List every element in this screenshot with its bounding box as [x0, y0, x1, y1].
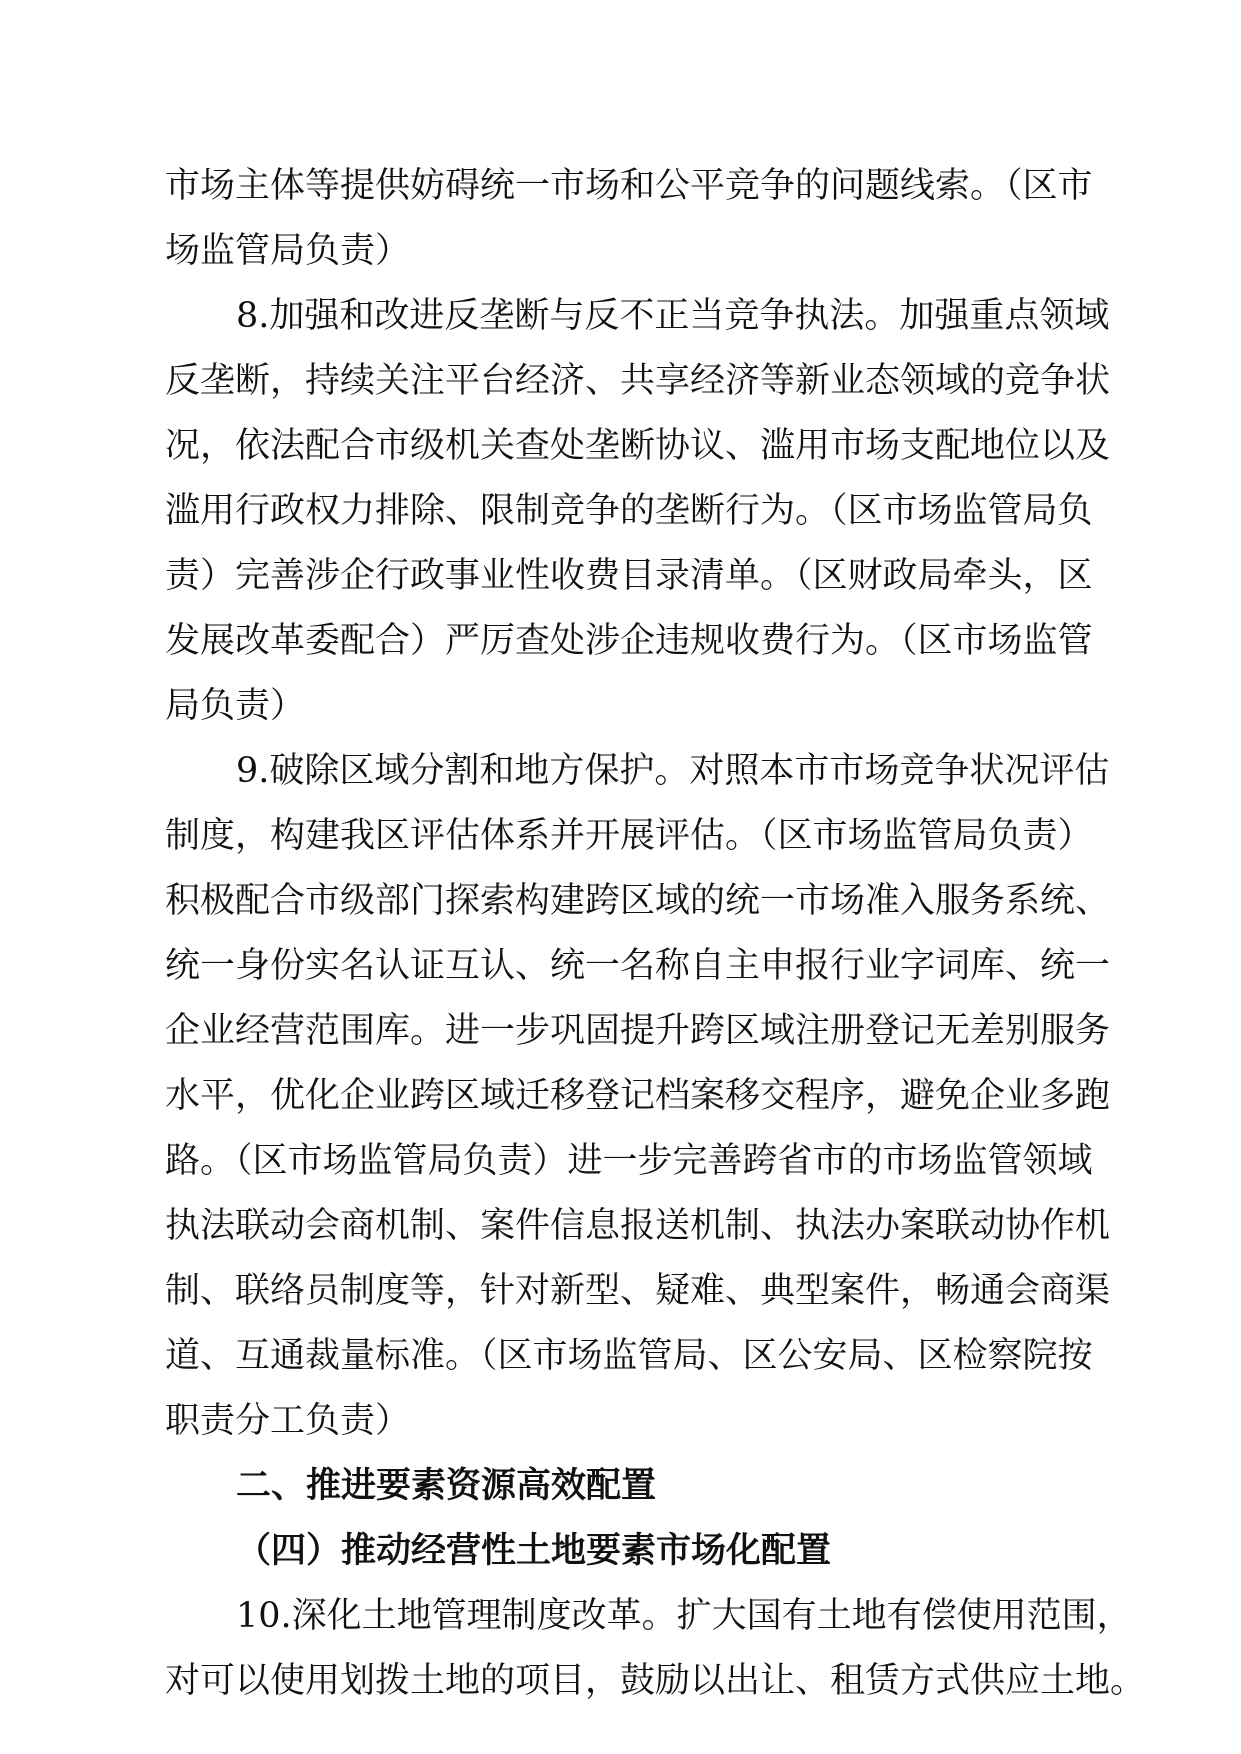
body-text-line: 市场主体等提供妨碍统一市场和公平竞争的问题线索。（区市 [165, 166, 1093, 206]
body-text-line: 路。（区市场监管局负责）进一步完善跨省市的市场监管领域 [165, 1141, 1093, 1181]
body-text-line: 道、互通裁量标准。（区市场监管局、区公安局、区检察院按 [165, 1336, 1093, 1376]
body-text-line: 水平，优化企业跨区域迁移登记档案移交程序，避免企业多跑 [165, 1076, 1111, 1116]
body-text-line: 责）完善涉企行政事业性收费目录清单。（区财政局牵头，区 [165, 556, 1093, 596]
body-text-line: 场监管局负责） [165, 231, 411, 271]
body-text-line: 局负责） [165, 686, 306, 726]
body-text-line: 况，依法配合市级机关查处垄断协议、滥用市场支配地位以及 [165, 426, 1111, 466]
subsection-heading: （四）推动经营性土地要素市场化配置 [236, 1531, 832, 1571]
body-text-line: 积极配合市级部门探索构建跨区域的统一市场准入服务系统、 [165, 881, 1111, 921]
paragraph-item-9: 9.破除区域分割和地方保护。对照本市市场竞争状况评估 [236, 751, 1110, 791]
body-text-line: 企业经营范围库。进一步巩固提升跨区域注册登记无差别服务 [165, 1011, 1111, 1051]
body-text-line: 制、联络员制度等，针对新型、疑难、典型案件，畅通会商渠 [165, 1271, 1111, 1311]
body-text-line: 反垄断，持续关注平台经济、共享经济等新业态领域的竞争状 [165, 361, 1111, 401]
body-text-line: 对可以使用划拨土地的项目，鼓励以出让、租赁方式供应土地。 [165, 1661, 1146, 1701]
paragraph-item-8: 8.加强和改进反垄断与反不正当竞争执法。加强重点领域 [236, 296, 1110, 336]
paragraph-item-10: 10.深化土地管理制度改革。扩大国有土地有偿使用范围， [236, 1596, 1132, 1636]
section-heading: 二、推进要素资源高效配置 [236, 1466, 657, 1506]
body-text-line: 制度，构建我区评估体系并开展评估。（区市场监管局负责） [165, 816, 1093, 856]
body-text-line: 发展改革委配合）严厉查处涉企违规收费行为。（区市场监管 [165, 621, 1093, 661]
body-text-line: 职责分工负责） [165, 1401, 411, 1441]
body-text-line: 统一身份实名认证互认、统一名称自主申报行业字词库、统一 [165, 946, 1111, 986]
body-text-line: 执法联动会商机制、案件信息报送机制、执法办案联动协作机 [165, 1206, 1111, 1246]
body-text-line: 滥用行政权力排除、限制竞争的垄断行为。（区市场监管局负 [165, 491, 1093, 531]
